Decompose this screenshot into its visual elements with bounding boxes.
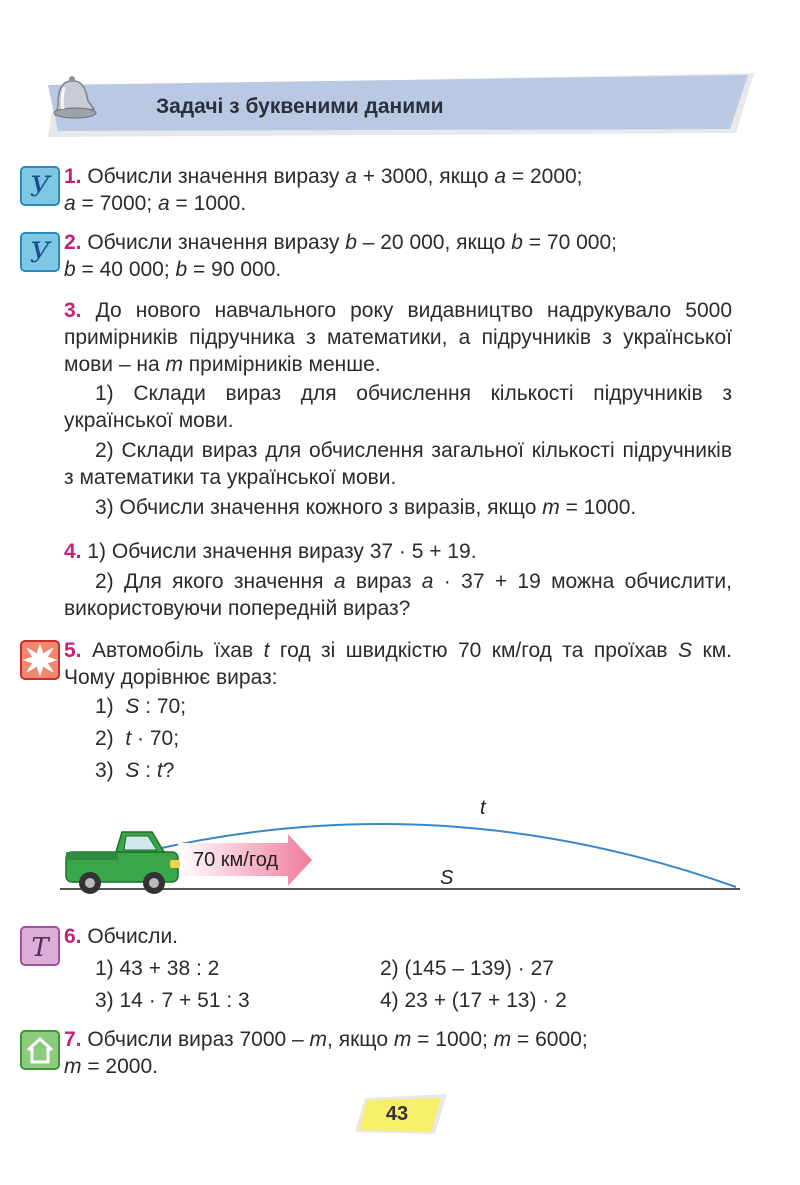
task-7: 7. Обчисли вираз 7000 – m, якщо m = 1000; m = 6000; m = 2000. — [64, 1028, 588, 1078]
page-number: 43 — [385, 1103, 409, 1125]
speed-arrow — [178, 834, 312, 886]
section-title: Задачі з буквеними даними — [156, 95, 444, 118]
homework-icon — [20, 1030, 60, 1070]
task-3: 3. До нового навчального року видавництво надрукувало 5000 примірників підручника з математики, а підручників з української мови – на m примірників менше. 1) Склади вираз для обчислення кількості підручників з української мови. 2) Склади вираз для обчислення загальної кількості підручників з математики та української мови. 3) Обчисли значення кожного з виразів, якщо m = 1000. — [64, 299, 732, 519]
option-3: 3) S : t? — [95, 759, 175, 782]
task-5: 5. Автомобіль їхав t год зі швидкістю 70 км/год та проїхав S км. Чому дорівнює вираз: — [64, 639, 732, 689]
arc-label: t — [480, 797, 486, 819]
task-number: 6. — [64, 925, 82, 948]
svg-text:У: У — [29, 236, 51, 269]
task-number: 7. — [64, 1028, 82, 1051]
expression: 1) 43 + 38 : 2 — [95, 957, 220, 980]
level-u-icon — [20, 232, 60, 272]
option-2: 2) t · 70; — [95, 727, 180, 750]
svg-text:Т: Т — [31, 933, 49, 963]
task-1: 1. Обчисли значення виразу a + 3000, якщо a = 2000; a = 7000; a = 1000. — [64, 165, 583, 215]
page-number-badge — [355, 1094, 447, 1134]
expression: 2) (145 – 139) · 27 — [380, 957, 554, 980]
expression: 3) 14 · 7 + 51 : 3 — [95, 989, 250, 1012]
task-number: 5. — [64, 639, 82, 662]
subtask: 1) Склади вираз для обчислення кількості підручників з української мови. — [64, 382, 732, 432]
level-star-icon — [20, 640, 60, 680]
car-icon — [66, 832, 180, 894]
level-u-icon — [20, 166, 60, 206]
subtask: 3) Обчисли значення кожного з виразів, якщо m = 1000. — [95, 496, 637, 519]
subtask: 2) Для якого значення a вираз a · 37 + 19 можна обчислити, використовуючи попередній вираз? — [64, 570, 732, 620]
option-1: 1) S : 70; — [95, 695, 187, 718]
subtask: 2) Склади вираз для обчислення загальної кількості підручників з математики та української мови. — [64, 439, 732, 489]
car-illustration — [60, 790, 740, 905]
bell-icon — [48, 73, 98, 121]
task-number: 1. — [64, 165, 82, 188]
task-number: 2. — [64, 231, 82, 254]
section-banner — [48, 73, 754, 137]
task-4: 4. 1) Обчисли значення виразу 37 · 5 + 19. 2) Для якого значення a вираз a · 37 + 19 можна обчислити, використовуючи попередній вираз? — [64, 540, 732, 620]
speed-label: 70 км/год — [193, 849, 279, 871]
task-6: 6. Обчисли. — [64, 925, 179, 948]
expression: 4) 23 + (17 + 13) · 2 — [380, 989, 567, 1012]
task-2: 2. Обчисли значення виразу b – 20 000, якщо b = 70 000; b = 40 000; b = 90 000. — [64, 231, 617, 281]
task-number: 3. — [64, 299, 82, 322]
distance-label: S — [440, 867, 454, 889]
level-t-icon — [20, 926, 60, 966]
task-number: 4. — [64, 540, 82, 563]
svg-text:У: У — [29, 170, 51, 203]
